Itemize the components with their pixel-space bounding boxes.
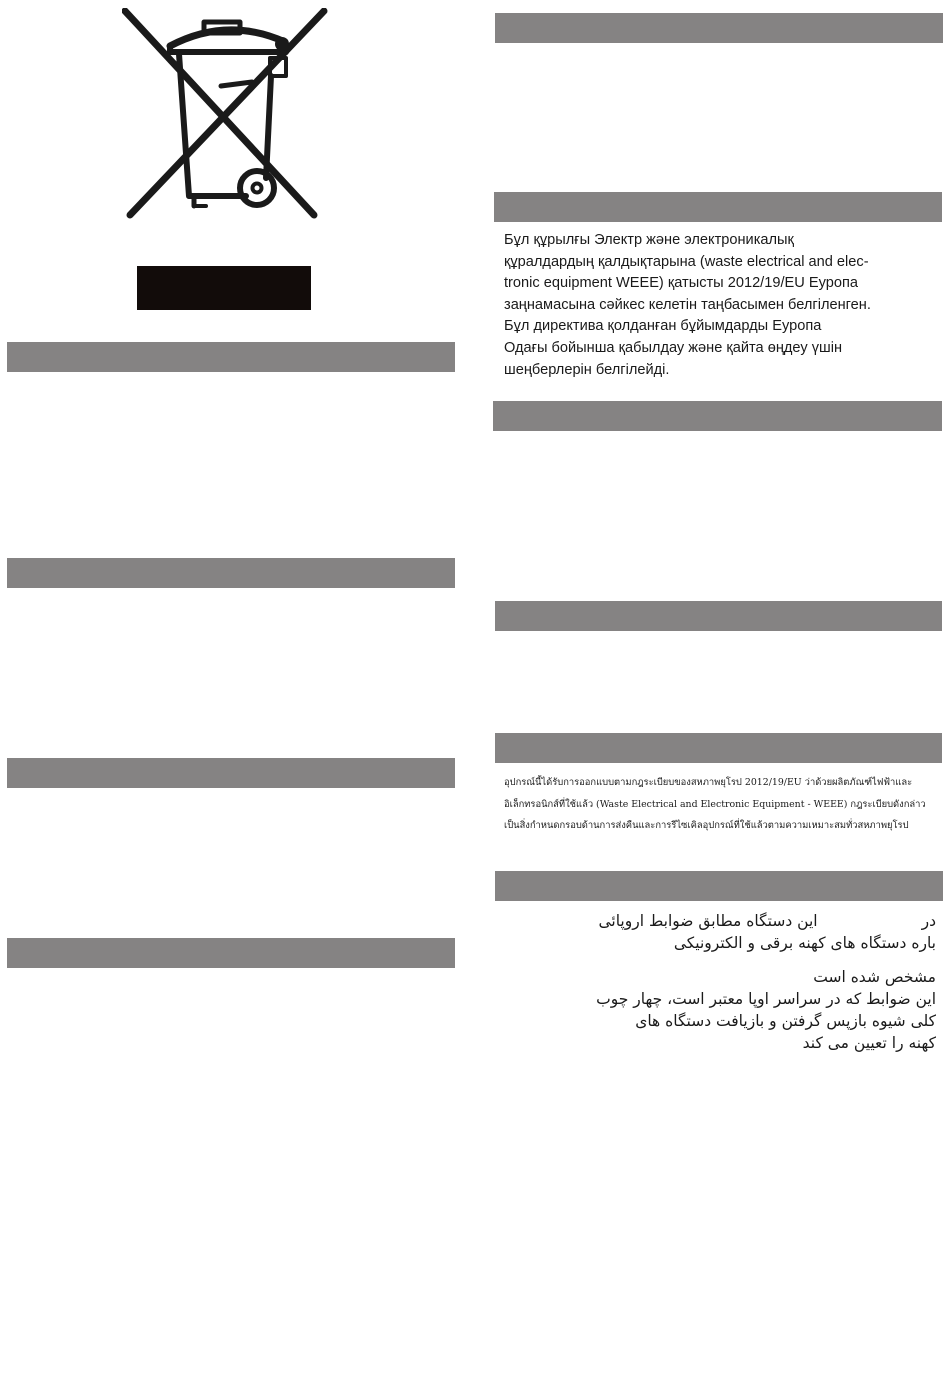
kazakh-weee-paragraph	[504, 230, 934, 381]
section-header-bar-right-3	[493, 401, 942, 431]
section-header-bar-left-3	[7, 758, 455, 788]
crossed-out-wheelie-bin-icon	[122, 8, 328, 222]
kazakh-line: tronic equipment WEEE) қатысты 2012/19/EU Еуропа	[504, 275, 858, 292]
farsi-line-2: باره دستگاه های کهنه برقی و الکترونیکی	[673, 934, 936, 952]
farsi-line-1-end: در	[921, 912, 936, 930]
kazakh-line: Одағы бойынша қабылдау және қайта өңдеу үшін	[504, 339, 843, 356]
thai-weee-paragraph	[504, 772, 944, 837]
thai-line: อุปกรณ์นี้ได้รับการออกแบบตามกฎระเบียบของสหภาพยุโรป 2012/19/EU ว่าด้วยผลิตภัณฑ์ไฟฟ้าและ	[504, 777, 913, 788]
section-header-bar-left-2	[7, 558, 455, 588]
farsi-line-6: کهنه را تعیین می کند	[802, 1034, 936, 1052]
farsi-line-5: کلی شیوه بازپس گرفتن و بازیافت دستگاه های	[635, 1012, 936, 1030]
kazakh-line: Бұл құрылғы Электр және электроникалық	[504, 232, 794, 248]
kazakh-line: заңнамасына сәйкес келетін таңбасымен белгіленген.	[504, 296, 871, 313]
thai-line: อิเล็กทรอนิกส์ที่ใช้แล้ว (Waste Electrical and Electronic Equipment - WEEE) กฎระเบียบดังกล่าว	[504, 798, 926, 810]
section-header-bar-right-1	[495, 13, 943, 43]
farsi-line-1-main: این دستگاه مطابق ضوابط اروپائی	[598, 912, 818, 930]
farsi-line-1	[500, 910, 936, 932]
section-header-bar-right-4	[495, 601, 942, 631]
section-header-bar-right-6	[495, 871, 943, 901]
section-header-bar-right-5	[495, 733, 942, 763]
section-header-bar-left-4	[7, 938, 455, 968]
section-header-bar-left-1	[7, 342, 455, 372]
kazakh-line: шеңберлерін белгілейді.	[504, 361, 670, 378]
black-label-box	[137, 266, 311, 310]
thai-line: เป็นสิ่งกำหนดกรอบด้านการส่งคืนและการรีไซเคิลอุปกรณ์ที่ใช้แล้วตามความเหมาะสมทั่วสหภาพยุโรป	[504, 820, 909, 831]
farsi-weee-paragraph	[500, 910, 936, 1054]
farsi-line-3: مشخص شده است	[813, 968, 936, 986]
section-header-bar-right-2	[494, 192, 942, 222]
kazakh-line: Бұл директива қолданған бұйымдарды Еуропа	[504, 318, 822, 335]
farsi-line-4: این ضوابط که در سراسر اوپا معتبر است، چهار چوب	[596, 990, 936, 1008]
kazakh-line: құралдардың қалдықтарына (waste electrical and elec-	[504, 253, 869, 270]
